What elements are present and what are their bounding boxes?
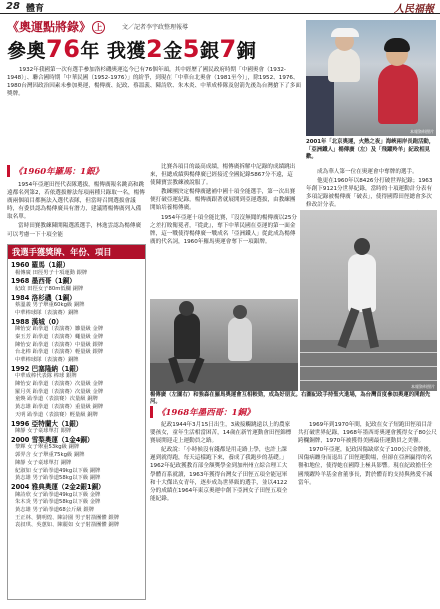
medal-table-entry: 陳怡安 跆拳道（表演賽）中量級 銀牌 bbox=[15, 341, 104, 348]
medal-table-entry: 天明 跆拳道（表演賽）輕量級 銅牌 bbox=[15, 411, 98, 418]
paragraph: 紀政說：「小時候沒有錢都是用走路上學，也許上課遲到就得跑，每天這樣跑下來，養成了我跑步的基礎。」1962年紀政獲教育部全額獎學金到加州州立綜合理工大學體育系就讀，1963年獲得台灣女子田徑五項全能冠軍和十大傑出女青年，逐步成為世界級的選手，並以4122分的成績在1964年東京奧運中創下亞洲女子田徑五項全能紀錄。 bbox=[150, 447, 288, 502]
photo-runner-body bbox=[348, 254, 376, 312]
photo-middle-right bbox=[300, 210, 437, 391]
paragraph: 當時田賽教練陳開陽選派選手，林逸雲認為楊傳廣可以考慮一下十項全能 bbox=[7, 223, 142, 238]
subheading-1960: 《1960年羅馬：1銀》 bbox=[7, 165, 103, 177]
medal-table-entry: 紀政 田徑女子80m低欄 銅牌 bbox=[15, 285, 84, 292]
paragraph: 1970年亞運，紀政因傷缺席女子100公尺金牌後，因傷病纏身而退出了田徑運動場，但卻在亞洲贏得的名譽和地位，使得她在國際上極具影響。現在紀政擔任全國飛躍羚羊基金會董事長，對於體育的支持與熱愛不減當年。 bbox=[298, 447, 435, 486]
photo-bg-figure bbox=[306, 76, 334, 136]
photo-runner-1 bbox=[174, 313, 200, 359]
medal-table-entry: 陳詩欣 女子跆拳道49kg以下級 金牌 bbox=[15, 491, 101, 498]
page-number: 28 bbox=[6, 1, 20, 12]
byline: 文／記者李宇政整理報導 bbox=[122, 24, 189, 31]
medal-table-year: 2004 雅典奧運（2金2銀1銅） bbox=[11, 482, 105, 491]
medal-table-year: 1984 洛杉磯（1銅） bbox=[11, 293, 76, 302]
photo-runner-2-head bbox=[233, 305, 247, 319]
paragraph: 1969年到1970年間，紀政在女子短跑田徑項目計共打破世界紀錄，1968年墨西哥奧運會獲得女子80公尺跨欄銅牌，1970年被獲得美國最佳運動員之美譽。 bbox=[298, 422, 437, 445]
paragraph: 他更在1960年以8426分打破世界紀錄；1963年創下9121分世界紀錄，當時的十項運動計分表有多項記錄被楊傳廣「破表」，使得國際田徑總會多次修改計分表。 bbox=[306, 178, 433, 209]
medal-table-entry: 中華棒球隊（表演賽）銅牌 bbox=[15, 357, 79, 363]
photo-middle-left bbox=[150, 299, 298, 391]
medal-table-entry: 陳靜 女子桌球單打 銅牌 bbox=[15, 459, 72, 466]
medal-table-entry: 羅月英 跆拳道（表演賽）次量級 金牌 bbox=[15, 388, 104, 395]
medal-table-entry: 黃志雄 男子跆拳道68公斤級 銀牌 bbox=[15, 506, 94, 513]
series-label: 《奧運點將錄》 bbox=[7, 20, 92, 34]
medal-table-year: 1996 亞特蘭大（1銀） bbox=[11, 419, 83, 428]
paragraph: 成為華人第一位在奧運會中奪牌的選手。 bbox=[317, 169, 418, 175]
medal-table-entry: 中華棒球隊（表演賽）銅牌 bbox=[15, 309, 79, 316]
column-a bbox=[7, 181, 145, 240]
medal-table-entry: 郭羿含 女子舉重75kg級 銅牌 bbox=[15, 452, 85, 459]
newspaper-logo: 人民福報 bbox=[394, 4, 434, 15]
paragraph: 教練團決定楊傳廣遞補中國十項全能選手，第一次出賽便打破亞運紀錄，楊傳廣跟著就展開到亞運選拔，由教練團開始培養楊傳廣。 bbox=[150, 189, 296, 212]
paragraph: 比賽各項目的最高成績，楊傳廣拆解中記錄的成績跳出來，但總成績與楊傳廣已經接近全國紀錄5867分不遠，這使陳寶雲教練被說服了。 bbox=[150, 164, 296, 187]
photo-runner-head bbox=[354, 238, 370, 255]
medal-table-entry: 秦玉芳 跆拳道（表演賽）蠅量級 金牌 bbox=[15, 333, 104, 340]
medal-table-entry: 朱木炎 男子跆拳道58kg以下級 金牌 bbox=[15, 499, 101, 506]
paragraph: 1954年亞運十項全能比賽，『沒沒無聞的楊傳廣以25分之差打敗衛冕者，『從此』，奪下中華民國在亞運的第一面金牌，這一戰使得楊傳廣一戰成名「亞洲鐵人」從此成為楊傳廣的代名詞，1960年羅馬奧運會奪下一項銀牌。 bbox=[150, 214, 298, 245]
photo-runner-1-head bbox=[179, 301, 194, 316]
photo-top-caption: 2001年「北京奧運，火熱之夜」海峽兩岸長跑活動，「亞洲鐵人」楊傳廣（左）及「飛躍羚羊」紀政相見歡。 bbox=[306, 139, 435, 161]
medal-table-entry: 陳怡安 跆拳道（表演賽）次量級 金牌 bbox=[15, 381, 104, 387]
medal-table-year: 1968 墨西哥（1銅） bbox=[11, 277, 76, 286]
medal-table-entry: 中華成棒代表隊 棒球 銀牌 bbox=[15, 373, 77, 380]
column-d bbox=[150, 421, 292, 504]
medal-table-entry: 楊傳廣 田徑男子十項運動 銀牌 bbox=[15, 269, 88, 276]
photo-figure-left-cap bbox=[331, 28, 359, 37]
medal-table-entry: 袁叔琪、吳蕙如、陳麗如 女子射箭團體 銅牌 bbox=[15, 522, 120, 529]
photo-figure-right bbox=[378, 64, 418, 124]
medal-table-entry: 童煥 跆拳道（表演賽）次量級 銅牌 bbox=[15, 396, 98, 403]
medal-table-entry: 陳怡安 跆拳道（表演賽）雛量級 金牌 bbox=[15, 326, 104, 333]
column-c bbox=[306, 168, 437, 208]
photo-figure-left bbox=[328, 48, 360, 82]
series-title bbox=[7, 18, 105, 35]
medal-table bbox=[7, 244, 146, 600]
photo-figure-right-hair bbox=[384, 38, 410, 52]
masthead bbox=[0, 0, 440, 14]
medal-table-title: 我選手獲獎牌、年份、項目 bbox=[8, 245, 145, 259]
medal-table-entry: 蔡溫義 男子舉重60kg級 銅牌 bbox=[15, 302, 85, 309]
paragraph: 紀政1944年3月15日出生，3歲接觸跳遠以上的農家嬰孩女，童年生活相當困苦，14歲在新竹運動會田徑錦標賽展開迎走上運動員之路。 bbox=[150, 422, 292, 445]
medal-table-year: 1960 羅馬（1銀） bbox=[11, 261, 70, 269]
medal-table-entry: 陳靜 女子桌球單打 銀牌 bbox=[15, 428, 72, 435]
medal-table-body bbox=[8, 259, 145, 532]
column-b bbox=[150, 163, 298, 247]
paragraph: 1954年亞運田徑代表隊選拔，楊傳廣報名跳高和跳遠都名列第2，若依選拔辦法每項兩種只錄取一名，楊傳廣兩個項目都無法入選代表隊，但當時召開選拔會議時，有委員認為楊傳廣具有潛力，建議將楊傳廣列入備取名單。 bbox=[7, 182, 145, 221]
column-e bbox=[298, 421, 437, 488]
subheading-1968: 《1968年墨西哥：1銅》 bbox=[150, 406, 255, 418]
photo-lane-line bbox=[300, 380, 437, 381]
headline: 參奧76年 我獲2金5銀7銅 bbox=[7, 35, 257, 63]
medal-table-year: 2000 雪梨奧運（1金4銅） bbox=[11, 435, 94, 444]
medal-table-entry: 黃志雄 跆拳道（表演賽）重量級 銅牌 bbox=[15, 404, 104, 411]
photo-middle-caption: 楊傳廣（左圖右）和強森在羅馬奧運會互相較勁，成為好朋友。右圖紀政手持聖火進場，為台灣首度參加奧運的開創先河。 bbox=[150, 392, 431, 406]
medal-table-entry: 王正林、劉明煌、陳詩園 男子射箭團體 銀牌 bbox=[15, 514, 120, 521]
lead-paragraph: 1932年我國第一次有選手參加洛杉磯奧運迄今已有76個年頭，其中經歷了國民政府時期「中國奧會（1932-1948）」、聯合國時期「中華民國（1952-1976）」的紛爭，到現在「中華台北奧會（1981至今）」，除1952、1976、1980台灣因政治因素未參加奧運，楊傳廣、紀政、蔡溫義、陳詩欣、朱木炎、中華成棒隊及射箭先後為台灣搶下了多面獎牌。 bbox=[7, 67, 301, 98]
photo-top-right bbox=[306, 20, 436, 136]
photo-runner-2 bbox=[228, 317, 252, 361]
medal-table-entry: 黎輝 女子舉重53kg級 銅牌 bbox=[15, 444, 80, 451]
photo-lane-line bbox=[300, 352, 437, 353]
medal-table-entry: 黃志雄 男子跆拳道58kg以下級 銅牌 bbox=[15, 475, 101, 482]
photo-credit: 本報資料照片 bbox=[411, 384, 435, 389]
series-part-badge: 上 bbox=[92, 21, 105, 34]
medal-table-year: 1988 漢城（0） bbox=[11, 317, 63, 326]
medal-table-year: 1992 巴塞隆納（1銀） bbox=[11, 364, 83, 373]
medal-table-entry: 紀淑如 女子跆拳道49kg以下級 銅牌 bbox=[15, 467, 101, 474]
photo-lane-line bbox=[300, 366, 437, 367]
section-label: 體育 bbox=[26, 4, 45, 14]
medal-table-entry: 台北棒 跆拳道（表演賽）輕量級 銀牌 bbox=[15, 349, 104, 356]
photo-credit: 本報資料照片 bbox=[410, 129, 434, 134]
